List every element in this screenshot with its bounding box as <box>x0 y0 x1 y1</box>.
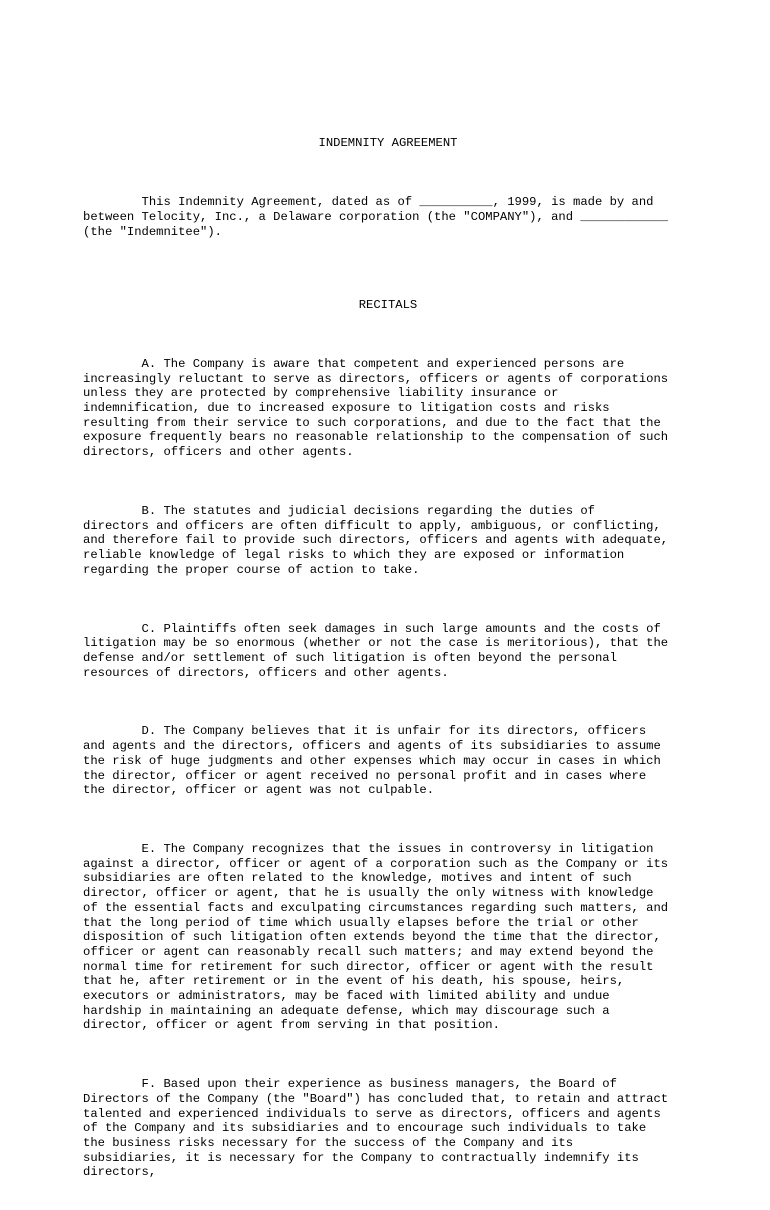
recital-b: B. The statutes and judicial decisions regarding the duties of directors and officers are often difficult to apply, ambiguous, or conflicting, and therefore fail to provide such directors, officers and agents with adequate, reliable knowledge of legal risks to which they are exposed or information regarding the proper course of action to take. <box>83 503 669 577</box>
recital-e: E. The Company recognizes that the issues in controversy in litigation against a director, officer or agent of a corporation such as the Company or its subsidiaries are often related to the knowledge, motives and intent of such director, officer or agent, that he is usually the only witness with knowledge of the essential facts and exculpating circumstances regarding such matters, and that the long period of time which usually elapses before the trial or other disposition of such litigation often extends beyond the time that the director, officer or agent can reasonably recall such matters; and may extend beyond the normal time for retirement for such director, officer or agent with the result that he, after retirement or in the event of his death, his spouse, heirs, executors or administrators, may be faced with limited ability and undue hardship in maintaining an adequate defense, which may discourage such a director, officer or agent from serving in that position. <box>83 842 669 1033</box>
recitals-heading: RECITALS <box>358 298 418 313</box>
recital-a: A. The Company is aware that competent and experienced persons are increasingly reluctant to serve as directors, officers or agents of corporations unless they are protected by comprehensive liability insurance or indemnification, due to increased exposure to litigation costs and risks resulting from their service to such corporations, and due to the fact that the exposure frequently bears no reasonable relationship to the compensation of such directors, officers and other agents. <box>83 356 669 460</box>
recital-c: C. Plaintiffs often seek damages in such large amounts and the costs of litigation may be so enormous (whether or not the case is meritorious), that the defense and/or settlement of such litigation is often beyond the personal resources of directors, officers and other agents. <box>83 621 669 680</box>
document-body <box>83 107 693 1210</box>
intro-paragraph: This Indemnity Agreement, dated as of __________, 1999, is made by and between Telocity, Inc., a Delaware corporation (the "COMPANY"), and ____________ (the "Indemnitee"). <box>83 195 669 239</box>
document-title: INDEMNITY AGREEMENT <box>318 136 458 151</box>
recital-d: D. The Company believes that it is unfair for its directors, officers and agents and the directors, officers and agents of its subsidiaries to assume the risk of huge judgments and other expenses which may occur in cases in which the director, officer or agent received no personal profit and in cases where the director, officer or agent was not culpable. <box>83 724 661 798</box>
recital-f: F. Based upon their experience as business managers, the Board of Directors of the Company (the "Board") has concluded that, to retain and attract talented and experienced individuals to serve as directors, officers and agents of the Company and its subsidiaries and to encourage such individuals to take the business risks necessary for the success of the Company and its subsidiaries, it is necessary for the Company to contractually indemnify its directors, <box>83 1077 669 1180</box>
